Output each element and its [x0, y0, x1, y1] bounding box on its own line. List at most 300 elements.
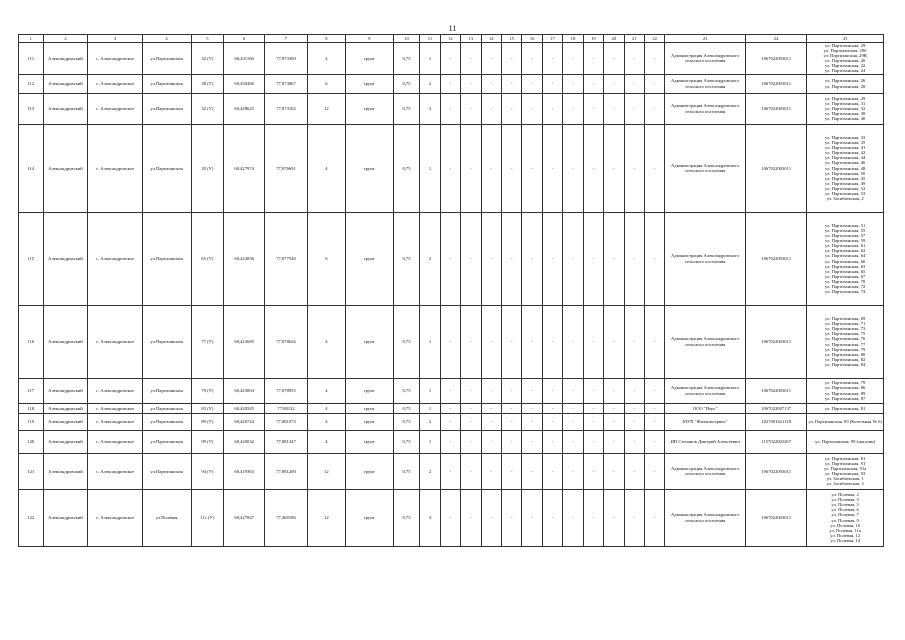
- cell-owner: МУП "Жилкомсервис": [665, 413, 746, 430]
- cell-empty: -: [501, 305, 521, 378]
- cell-street: ул.Партизанская: [142, 212, 191, 305]
- column-header: 13: [461, 35, 481, 43]
- cell-settlement: с. Александровское: [88, 430, 142, 453]
- cell-district: Александровский: [43, 403, 88, 413]
- cell-empty: -: [624, 74, 644, 93]
- cell-empty: -: [440, 453, 460, 489]
- cell-settlement: с. Александровское: [88, 453, 142, 489]
- table-row: [19, 124, 884, 212]
- cell-cnt: 1: [420, 403, 440, 413]
- cell-empty: -: [542, 124, 562, 212]
- cell-empty: -: [501, 212, 521, 305]
- cell-surface: грунт: [345, 93, 393, 124]
- table-row: [19, 489, 884, 546]
- cell-addresses: ул. Партизанская, 99 (магазин): [807, 430, 884, 453]
- cell-empty: -: [583, 305, 603, 378]
- table-row: [19, 413, 884, 430]
- cell-cnt: 2: [420, 212, 440, 305]
- cell-ogrn: 1067022003011: [746, 489, 807, 546]
- cell-n: 119: [19, 413, 44, 430]
- cell-empty: -: [583, 430, 603, 453]
- cell-house: 38 (У): [191, 74, 224, 93]
- column-header: 25: [807, 35, 884, 43]
- cell-empty: -: [461, 305, 481, 378]
- cell-empty: -: [583, 93, 603, 124]
- cell-empty: -: [644, 93, 664, 124]
- cell-empty: -: [563, 93, 583, 124]
- cell-empty: -: [583, 413, 603, 430]
- cell-surface: грунт: [345, 378, 393, 403]
- cell-ogrn: 1067022003011: [746, 212, 807, 305]
- table-row: [19, 453, 884, 489]
- column-header: 18: [563, 35, 583, 43]
- cell-owner: Администрация Александровского сельского поселения: [665, 378, 746, 403]
- cell-empty: -: [461, 74, 481, 93]
- cell-lon: 77,881200: [265, 453, 308, 489]
- cell-empty: -: [461, 403, 481, 413]
- cell-empty: -: [563, 430, 583, 453]
- cell-surface: грунт: [345, 74, 393, 93]
- cell-vol: 0,75: [393, 430, 420, 453]
- cell-empty: -: [440, 413, 460, 430]
- cell-empty: -: [481, 453, 501, 489]
- cell-lon: 77,876691: [265, 124, 308, 212]
- cell-empty: -: [563, 124, 583, 212]
- cell-area: 12: [307, 489, 345, 546]
- cell-vol: 0,75: [393, 93, 420, 124]
- cell-empty: -: [501, 403, 521, 413]
- column-header: 4: [142, 35, 191, 43]
- cell-empty: -: [563, 453, 583, 489]
- cell-settlement: с. Александровское: [88, 124, 142, 212]
- cell-n: 113: [19, 93, 44, 124]
- cell-area: 4: [307, 378, 345, 403]
- cell-empty: -: [461, 489, 481, 546]
- cell-empty: -: [542, 74, 562, 93]
- cell-addresses: ул. Партизанская, 69 ул. Партизанская, 71 ул. Партизанская, 73 ул. Партизанская, 75 ул. Партизанская, 76 ул. Партизанская, 77 ул. Партизанская, 79 ул. Партизанская, 80 ул. Партизанская, 82 ул. Партизанская, 84: [807, 305, 884, 378]
- cell-lon: 77,881347: [265, 430, 308, 453]
- cell-n: 112: [19, 74, 44, 93]
- cell-empty: -: [563, 413, 583, 430]
- cell-owner: Администрация Александровского сельского поселения: [665, 43, 746, 75]
- cell-empty: -: [440, 74, 460, 93]
- cell-empty: -: [604, 489, 624, 546]
- cell-empty: -: [604, 43, 624, 75]
- cell-cnt: 2: [420, 74, 440, 93]
- cell-n: 122: [19, 489, 44, 546]
- cell-cnt: 1: [420, 43, 440, 75]
- cell-addresses: ул. Партизанская, 81: [807, 403, 884, 413]
- cell-area: 4: [307, 403, 345, 413]
- cell-house: 83 (У): [191, 403, 224, 413]
- page-number: 11: [448, 24, 457, 33]
- cell-empty: -: [624, 43, 644, 75]
- cell-empty: -: [583, 489, 603, 546]
- cell-house: 99 (У): [191, 430, 224, 453]
- cell-empty: -: [461, 413, 481, 430]
- cell-owner: Администрация Александровского сельского поселения: [665, 453, 746, 489]
- cell-empty: -: [604, 124, 624, 212]
- cell-ogrn: 1067022003011: [746, 93, 807, 124]
- cell-empty: -: [604, 212, 624, 305]
- table-row: [19, 212, 884, 305]
- cell-empty: -: [522, 430, 542, 453]
- column-header: 7: [265, 35, 308, 43]
- cell-street: ул.Партизанская: [142, 124, 191, 212]
- cell-settlement: с. Александровское: [88, 305, 142, 378]
- cell-empty: -: [440, 489, 460, 546]
- cell-empty: -: [624, 212, 644, 305]
- cell-house: 65 (У): [191, 212, 224, 305]
- cell-empty: -: [542, 403, 562, 413]
- cell-owner: Администрация Александровского сельского поселения: [665, 124, 746, 212]
- cell-n: 120: [19, 430, 44, 453]
- cell-empty: -: [624, 305, 644, 378]
- cell-addresses: ул. Партизанская, 51 ул. Партизанская, 55 ул. Партизанская, 57 ул. Партизанская, 59 ул. Партизанская, 61 ул. Партизанская, 62 ул. Партизанская, 64 ул. Партизанская, 66 ул. Партизанская, 63 ул. Партизанская, 65 ул. Партизанская, 67 ул. Партизанская, 70 ул. Партизанская, 72 ул. Партизанская, 74: [807, 212, 884, 305]
- cell-addresses: ул. Партизанская, 79 ул. Партизанская, 86 ул. Партизанская, 89 ул. Партизанская, 87: [807, 378, 884, 403]
- cell-lon: 77,88132: [265, 403, 308, 413]
- cell-empty: -: [644, 413, 664, 430]
- cell-owner: Администрация Александровского сельского поселения: [665, 93, 746, 124]
- cell-empty: -: [522, 93, 542, 124]
- cell-empty: -: [522, 305, 542, 378]
- cell-cnt: 1: [420, 305, 440, 378]
- cell-empty: -: [501, 489, 521, 546]
- cell-empty: -: [481, 489, 501, 546]
- cell-vol: 0,75: [393, 403, 420, 413]
- cell-street: ул.Партизанская: [142, 453, 191, 489]
- cell-n: 114: [19, 124, 44, 212]
- cell-empty: -: [624, 124, 644, 212]
- cell-owner: ООО "Перс": [665, 403, 746, 413]
- cell-vol: 0,75: [393, 305, 420, 378]
- cell-empty: -: [481, 93, 501, 124]
- cell-empty: -: [624, 403, 644, 413]
- cell-ogrn: 1067022007137: [746, 403, 807, 413]
- cell-empty: -: [440, 430, 460, 453]
- cell-addresses: ул. Партизанская, 29 ул. Партизанская, 29б ул. Партизанская, 29В ул. Партизанская, 20 ул. Партизанская, 22 ул. Партизанская, 24: [807, 43, 884, 75]
- cell-district: Александровский: [43, 453, 88, 489]
- cell-empty: -: [440, 43, 460, 75]
- cell-empty: -: [481, 305, 501, 378]
- cell-empty: -: [481, 212, 501, 305]
- cell-house: 32 (У): [191, 43, 224, 75]
- cell-empty: -: [542, 93, 562, 124]
- cell-empty: -: [481, 43, 501, 75]
- cell-street: ул.Партизанская: [142, 74, 191, 93]
- cell-vol: 0,75: [393, 413, 420, 430]
- cell-empty: -: [624, 430, 644, 453]
- cell-empty: -: [583, 43, 603, 75]
- column-header: 16: [522, 35, 542, 43]
- cell-lat: 60,419363: [224, 453, 265, 489]
- column-header: 10: [393, 35, 420, 43]
- cell-empty: -: [522, 378, 542, 403]
- cell-vol: 0,75: [393, 489, 420, 546]
- cell-lat: 60,423004: [224, 378, 265, 403]
- cell-empty: -: [604, 453, 624, 489]
- cell-surface: грунт: [345, 43, 393, 75]
- cell-district: Александровский: [43, 93, 88, 124]
- cell-lat: 60,420032: [224, 430, 265, 453]
- cell-district: Александровский: [43, 489, 88, 546]
- cell-surface: грунт: [345, 212, 393, 305]
- cell-area: 4: [307, 413, 345, 430]
- cell-empty: -: [644, 489, 664, 546]
- cell-lat: 60,427974: [224, 124, 265, 212]
- cell-ogrn: 1067022003011: [746, 124, 807, 212]
- table-row: [19, 403, 884, 413]
- cell-cnt: 1: [420, 430, 440, 453]
- column-header: 5: [191, 35, 224, 43]
- cell-addresses: ул. Партизанская, 29 ул. Партизанская, 31 ул. Партизанская, 32 ул. Партизанская, 38 ул. Партизанская, 40: [807, 93, 884, 124]
- cell-cnt: 1: [420, 378, 440, 403]
- cell-empty: -: [604, 430, 624, 453]
- cell-ogrn: 1067022003011: [746, 305, 807, 378]
- cell-settlement: с. Александровское: [88, 74, 142, 93]
- cell-empty: -: [461, 430, 481, 453]
- cell-surface: грунт: [345, 124, 393, 212]
- cell-area: 4: [307, 124, 345, 212]
- cell-empty: -: [644, 305, 664, 378]
- cell-n: 111: [19, 43, 44, 75]
- cell-ogrn: 1067022003011: [746, 378, 807, 403]
- cell-addresses: ул. Партизанская, 33 ул. Партизанская, 35 ул. Партизанская, 41 ул. Партизанская, 42 ул. Партизанская, 44 ул. Партизанская, 46 ул. Партизанская, 48 ул. Партизанская, 50 ул. Партизанская, 45 ул. Партизанская, 49 ул. Партизанская, 52 ул. Партизанская, 53 ул. Засибаевская, 2: [807, 124, 884, 212]
- cell-n: 121: [19, 453, 44, 489]
- cell-empty: -: [461, 124, 481, 212]
- cell-empty: -: [522, 489, 542, 546]
- cell-street: ул.Партизанская: [142, 430, 191, 453]
- cell-empty: -: [501, 93, 521, 124]
- cell-empty: -: [563, 489, 583, 546]
- cell-lon: 77,873300: [265, 43, 308, 75]
- cell-empty: -: [604, 403, 624, 413]
- cell-district: Александровский: [43, 413, 88, 430]
- column-header: 8: [307, 35, 345, 43]
- cell-addresses: ул. Партизанская, 89 (Котельная № 6): [807, 413, 884, 430]
- table-row: [19, 305, 884, 378]
- cell-empty: -: [644, 124, 664, 212]
- column-header: 17: [542, 35, 562, 43]
- cell-empty: -: [644, 378, 664, 403]
- cell-empty: -: [542, 43, 562, 75]
- cell-empty: -: [624, 453, 644, 489]
- cell-empty: -: [481, 430, 501, 453]
- cell-cnt: 2: [420, 453, 440, 489]
- cell-empty: -: [542, 413, 562, 430]
- column-header: 24: [746, 35, 807, 43]
- cell-surface: грунт: [345, 305, 393, 378]
- cell-empty: -: [583, 453, 603, 489]
- cell-empty: -: [644, 212, 664, 305]
- cell-house: 79 (У): [191, 378, 224, 403]
- cell-empty: -: [501, 413, 521, 430]
- cell-empty: -: [522, 43, 542, 75]
- cell-area: 4: [307, 43, 345, 75]
- column-header: 20: [604, 35, 624, 43]
- cell-empty: -: [481, 124, 501, 212]
- cell-empty: -: [563, 403, 583, 413]
- cell-n: 118: [19, 403, 44, 413]
- cell-owner: Администрация Александровского сельского поселения: [665, 489, 746, 546]
- cell-empty: -: [522, 212, 542, 305]
- cell-empty: -: [563, 43, 583, 75]
- cell-empty: -: [583, 74, 603, 93]
- cell-settlement: с. Александровское: [88, 93, 142, 124]
- cell-empty: -: [644, 74, 664, 93]
- cell-empty: -: [461, 378, 481, 403]
- column-header: 9: [345, 35, 393, 43]
- cell-vol: 0,75: [393, 74, 420, 93]
- cell-empty: -: [644, 430, 664, 453]
- cell-empty: -: [542, 489, 562, 546]
- cell-ogrn: 1067022003011: [746, 74, 807, 93]
- cell-area: 6: [307, 74, 345, 93]
- cell-ogrn: 1027001621118: [746, 413, 807, 430]
- cell-surface: грунт: [345, 489, 393, 546]
- cell-district: Александровский: [43, 378, 88, 403]
- cell-empty: -: [501, 378, 521, 403]
- register-table: [18, 34, 884, 547]
- cell-empty: -: [604, 413, 624, 430]
- cell-empty: -: [461, 453, 481, 489]
- cell-settlement: с. Александровское: [88, 378, 142, 403]
- cell-vol: 0,75: [393, 378, 420, 403]
- cell-lat: 60,431166: [224, 43, 265, 75]
- cell-empty: -: [624, 93, 644, 124]
- column-header: 15: [501, 35, 521, 43]
- cell-street: ул.Партизанская: [142, 43, 191, 75]
- table-row: [19, 93, 884, 124]
- cell-vol: 0,75: [393, 43, 420, 75]
- cell-surface: грунт: [345, 430, 393, 453]
- cell-district: Александровский: [43, 305, 88, 378]
- cell-ogrn: 1157022002267: [746, 430, 807, 453]
- column-header: 6: [224, 35, 265, 43]
- cell-district: Александровский: [43, 430, 88, 453]
- cell-owner: Администрация Александровского сельского поселения: [665, 74, 746, 93]
- cell-settlement: с. Александровское: [88, 212, 142, 305]
- cell-n: 116: [19, 305, 44, 378]
- cell-empty: -: [522, 74, 542, 93]
- cell-district: Александровский: [43, 212, 88, 305]
- cell-addresses: ул. Полевая, 2 ул. Полевая, 3 ул. Полевая, 5 ул. Полевая, 6 ул. Полевая, 7 ул. Полевая, 9 ул. Полевая, 10 ул. Полевая, 11а ул. Полевая, 12 ул. Полевая, 14: [807, 489, 884, 546]
- cell-empty: -: [563, 378, 583, 403]
- cell-lat: 60,427847: [224, 489, 265, 546]
- cell-lat: 60,420585: [224, 403, 265, 413]
- cell-settlement: с. Александровское: [88, 413, 142, 430]
- cell-empty: -: [522, 453, 542, 489]
- cell-street: ул.Партизанская: [142, 378, 191, 403]
- cell-vol: 0,75: [393, 453, 420, 489]
- cell-house: 77 (У): [191, 305, 224, 378]
- cell-empty: -: [604, 74, 624, 93]
- cell-empty: -: [461, 212, 481, 305]
- cell-empty: -: [481, 378, 501, 403]
- column-header: 22: [644, 35, 664, 43]
- cell-district: Александровский: [43, 124, 88, 212]
- cell-cnt: 1: [420, 124, 440, 212]
- cell-cnt: 3: [420, 489, 440, 546]
- table-row: [19, 378, 884, 403]
- cell-area: 4: [307, 430, 345, 453]
- cell-empty: -: [583, 124, 603, 212]
- cell-empty: -: [624, 413, 644, 430]
- cell-empty: -: [522, 124, 542, 212]
- column-header: 2: [43, 35, 88, 43]
- cell-empty: -: [542, 305, 562, 378]
- cell-empty: -: [583, 378, 603, 403]
- cell-lat: 60,423685: [224, 305, 265, 378]
- cell-empty: -: [644, 403, 664, 413]
- cell-empty: -: [563, 74, 583, 93]
- cell-n: 117: [19, 378, 44, 403]
- cell-ogrn: 1067022003011: [746, 453, 807, 489]
- cell-surface: грунт: [345, 453, 393, 489]
- column-header: 12: [440, 35, 460, 43]
- cell-empty: -: [481, 413, 501, 430]
- cell-empty: -: [563, 305, 583, 378]
- cell-empty: -: [522, 413, 542, 430]
- cell-empty: -: [583, 403, 603, 413]
- cell-empty: -: [440, 403, 460, 413]
- cell-vol: 0,75: [393, 212, 420, 305]
- cell-addresses: ул. Партизанская, 26 ул. Партизанская, 28: [807, 74, 884, 93]
- cell-district: Александровский: [43, 43, 88, 75]
- cell-surface: грунт: [345, 403, 393, 413]
- cell-empty: -: [440, 124, 460, 212]
- cell-addresses: ул. Партизанская, 81 ул. Партизанская, 91 ул. Партизанская, 91а ул. Партизанская, 93 ул. Засибаевская, 1 ул. Засибаевская, 3: [807, 453, 884, 489]
- cell-empty: -: [624, 489, 644, 546]
- cell-lon: 77,878955: [265, 378, 308, 403]
- cell-ogrn: 1067022003011: [746, 43, 807, 75]
- cell-empty: -: [481, 403, 501, 413]
- cell-empty: -: [583, 212, 603, 305]
- cell-street: ул.Полевая: [142, 489, 191, 546]
- column-header: 1: [19, 35, 44, 43]
- cell-empty: -: [440, 212, 460, 305]
- table-row: [19, 74, 884, 93]
- column-header: 23: [665, 35, 746, 43]
- cell-empty: -: [461, 43, 481, 75]
- column-header: 21: [624, 35, 644, 43]
- table-row: [19, 430, 884, 453]
- column-header: 14: [481, 35, 501, 43]
- cell-lon: 77,873867: [265, 74, 308, 93]
- cell-house: 35 (У): [191, 124, 224, 212]
- cell-lon: 77,460186: [265, 489, 308, 546]
- cell-surface: грунт: [345, 413, 393, 430]
- cell-empty: -: [501, 124, 521, 212]
- cell-n: 115: [19, 212, 44, 305]
- cell-owner: ИП Степанов Дмитрий Алексеевич: [665, 430, 746, 453]
- cell-house: 89 (У): [191, 413, 224, 430]
- cell-empty: -: [461, 93, 481, 124]
- cell-lat: 60,420744: [224, 413, 265, 430]
- cell-settlement: с. Александровское: [88, 403, 142, 413]
- table-row: [19, 43, 884, 75]
- cell-empty: -: [501, 453, 521, 489]
- cell-lon: 77,878626: [265, 305, 308, 378]
- column-header: 19: [583, 35, 603, 43]
- cell-district: Александровский: [43, 74, 88, 93]
- column-header: 11: [420, 35, 440, 43]
- header-row: [19, 35, 884, 43]
- cell-street: ул.Партизанская: [142, 413, 191, 430]
- cell-settlement: с. Александровское: [88, 43, 142, 75]
- cell-empty: -: [644, 43, 664, 75]
- cell-lat: 60,430486: [224, 74, 265, 93]
